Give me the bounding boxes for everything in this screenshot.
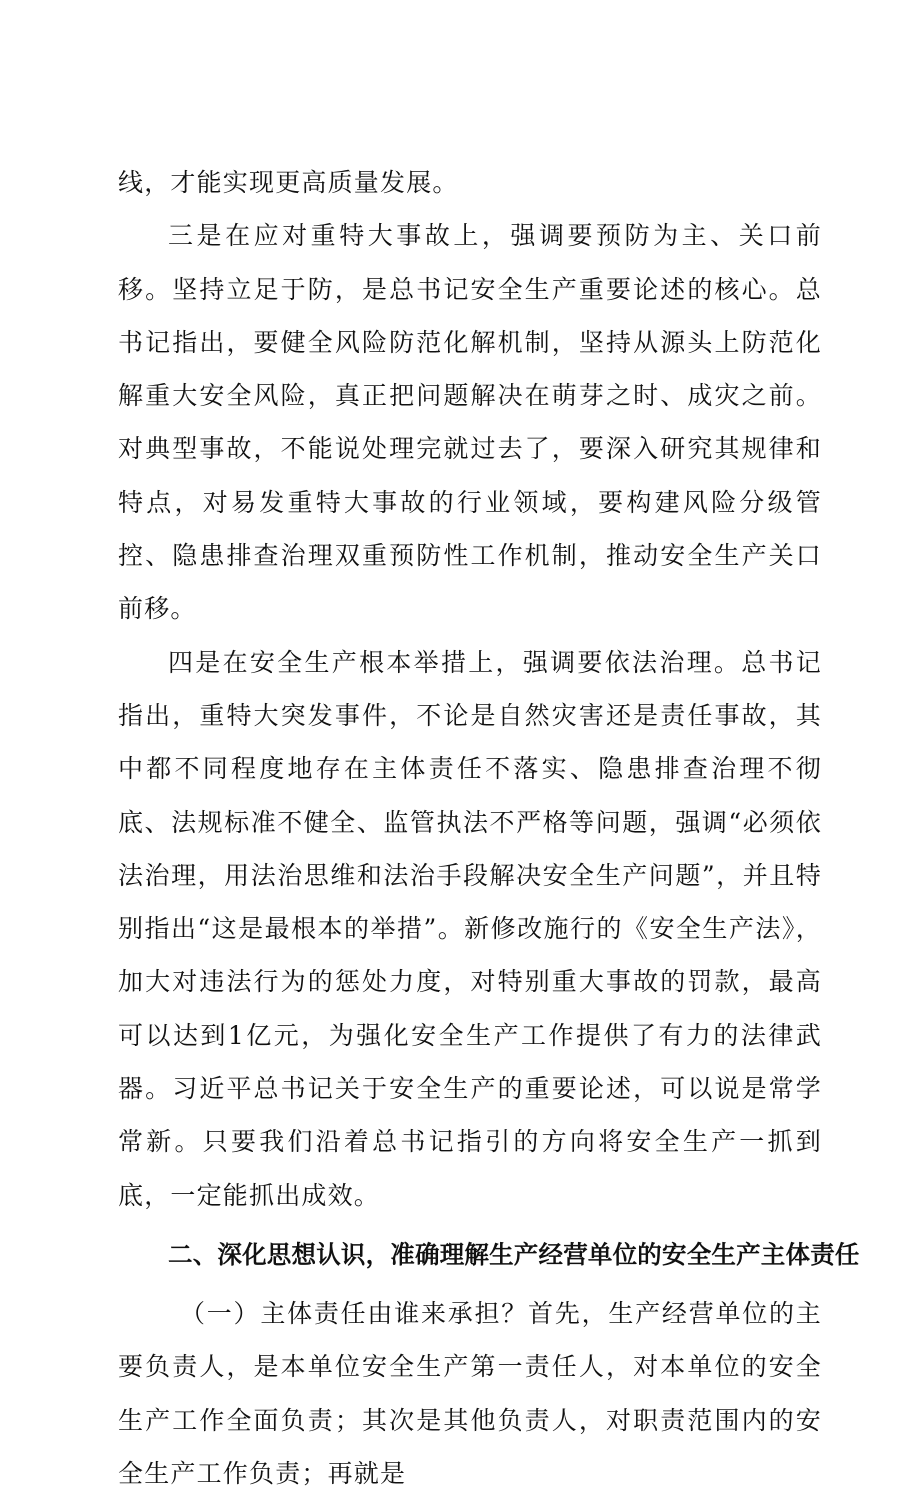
document-body <box>118 156 860 1500</box>
paragraph-subject-responsibility: （一）主体责任由谁来承担？首先，生产经营单位的主要负责人，是本单位安全生产第一责任人，对本单位的安全生产工作全面负责；其次是其他负责人，对职责范围内的安全生产工作负责；再就是 <box>118 1298 822 1488</box>
section-heading: 二、深化思想认识，准确理解生产经营单位的安全生产主体责任 <box>168 1239 860 1269</box>
paragraph-continuation: 线，才能实现更高质量发展。 <box>118 168 459 197</box>
paragraph-rule-of-law: 四是在安全生产根本举措上，强调要依法治理。总书记指出，重特大突发事件，不论是自然灾害还是责任事故，其中都不同程度地存在主体责任不落实、隐患排查治理不彻底、法规标准不健全、监管执法不严格等问题，强调“必须依法治理，用法治思维和法治手段解决安全生产问题”，并且特别指出“这是最根本的举措”。新修改施行的《安全生产法》，加大对违法行为的惩处力度，对特别重大事故的罚款，最高可以达到1亿元，为强化安全生产工作提供了有力的法律武器。习近平总书记关于安全生产的重要论述，可以说是常学常新。只要我们沿着总书记指引的方向将安全生产一抓到底，一定能抓出成效。 <box>118 647 822 1210</box>
paragraph-prevention: 三是在应对重特大事故上，强调要预防为主、关口前移。坚持立足于防，是总书记安全生产重要论述的核心。总书记指出，要健全风险防范化解机制，坚持从源头上防范化解重大安全风险，真正把问题解决在萌芽之时、成灾之前。对典型事故，不能说处理完就过去了，要深入研究其规律和特点，对易发重特大事故的行业领域，要构建风险分级管控、隐患排查治理双重预防性工作机制，推动安全生产关口前移。 <box>118 221 822 624</box>
